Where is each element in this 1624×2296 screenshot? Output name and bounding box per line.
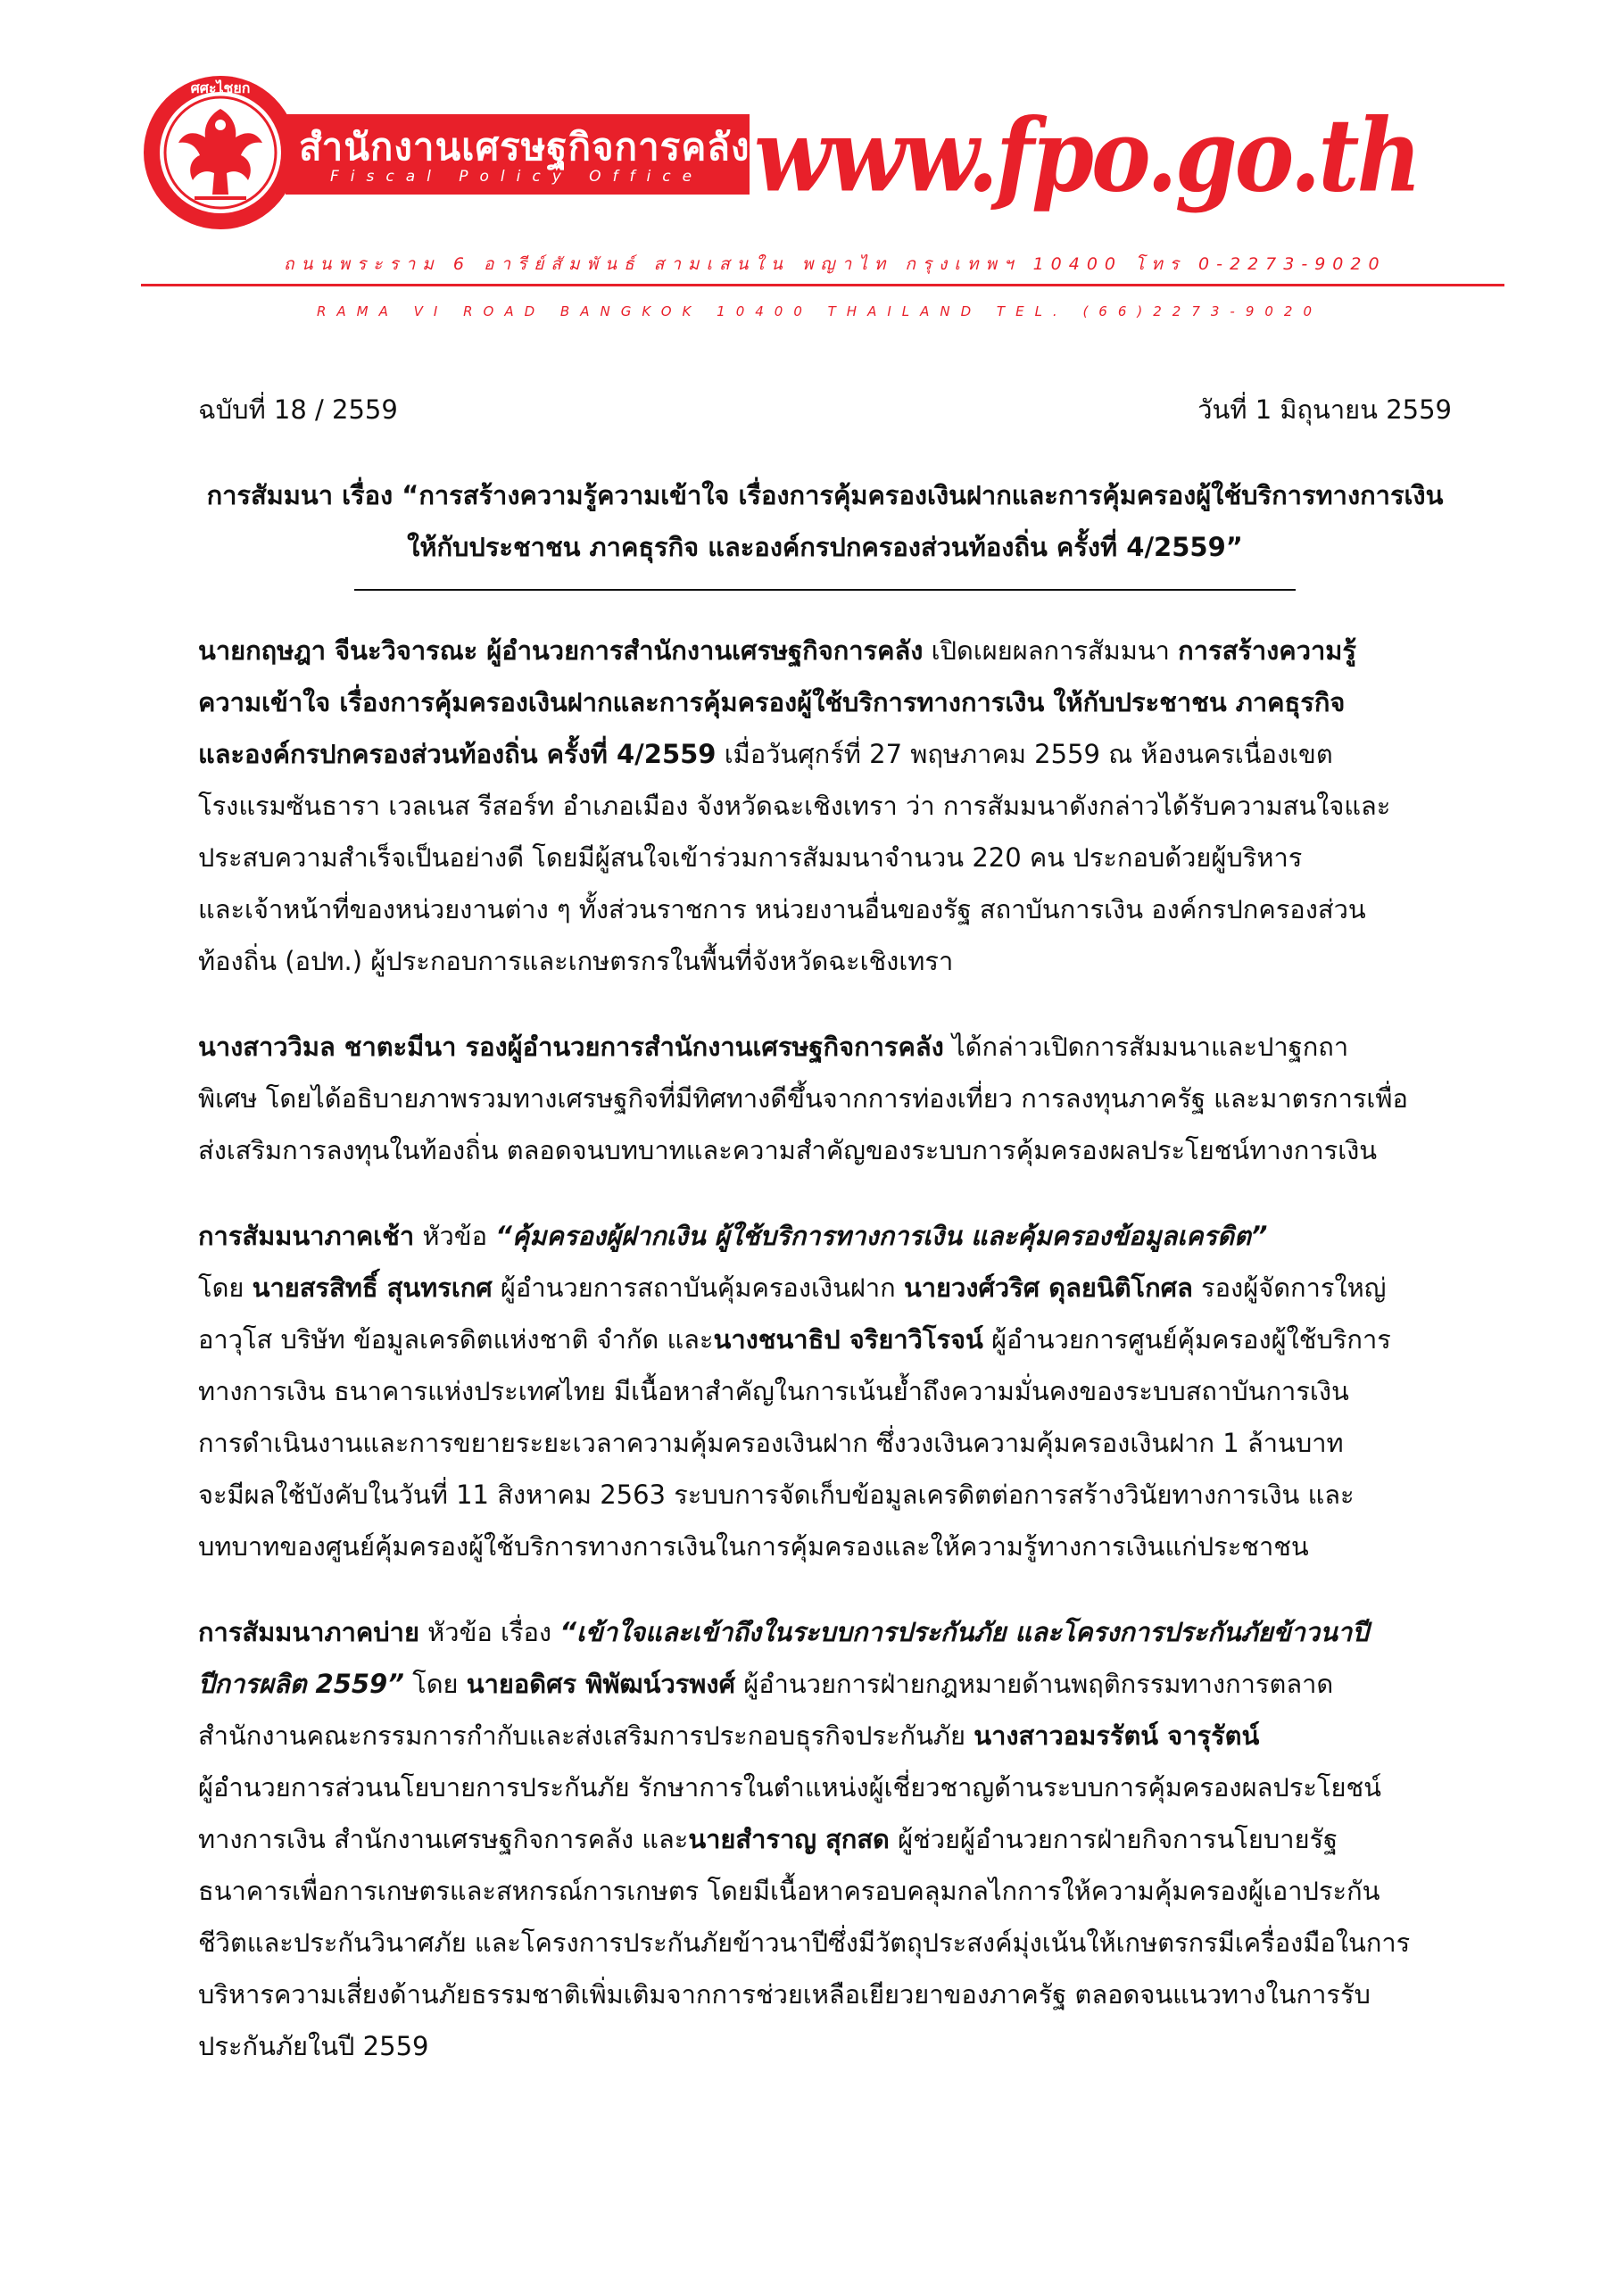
speaker-name: นางสาวอมรรัตน์ จารุรัตน์ [974, 1720, 1260, 1751]
speaker-name: นายกฤษฎา จีนะวิจารณะ ผู้อำนวยการสำนักงานเศรษฐกิจการคลัง [198, 635, 924, 666]
document-title [198, 469, 1452, 573]
text-line: การดำเนินงานและการขยายระยะเวลาความคุ้มครองเงินฝาก ซึ่งวงเงินความคุ้มครองเงินฝาก 1 ล้านบาท [198, 1428, 1344, 1458]
text-line: ผู้อำนวยการส่วนนโยบายการประกันภัย รักษาการในตำแหน่งผู้เชี่ยวชาญด้านระบบการคุ้มครองผลประโยชน์ [198, 1772, 1381, 1803]
text-line: และเจ้าหน้าที่ของหน่วยงานต่าง ๆ ทั้งส่วนราชการ หน่วยงานอื่นของรัฐ สถาบันการเงิน องค์กรปกครองส่วน [198, 894, 1366, 924]
seminar-name: การสร้างความรู้ [1178, 635, 1356, 666]
title-line-2: ให้กับประชาชน ภาคธุรกิจ และองค์กรปกครองส่วนท้องถิ่น ครั้งที่ 4/2559” [407, 532, 1243, 562]
text: รองผู้จัดการใหญ่ [1192, 1272, 1387, 1303]
title-underline [354, 589, 1296, 591]
text: เมื่อวันศุกร์ที่ 27 พฤษภาคม 2559 ณ ห้องนครเนื่องเขต [716, 739, 1333, 769]
org-name-thai: สำนักงานเศรษฐกิจการคลัง [299, 125, 750, 169]
release-date: วันที่ 1 มิถุนายน 2559 [1197, 394, 1452, 425]
speaker-name: นายวงศ์วริศ ดุลยนิติโกศล [903, 1272, 1193, 1303]
text-line: พิเศษ โดยได้อธิบายภาพรวมทางเศรษฐกิจที่มีทิศทางดีขึ้นจากการท่องเที่ยว การลงทุนภาครัฐ และมาตรการเพื่อ [198, 1083, 1408, 1114]
text: ได้กล่าวเปิดการสัมมนาและปาฐกถา [943, 1032, 1349, 1062]
header-divider [141, 284, 1504, 286]
speaker-name: นายสรสิทธิ์ สุนทรเกศ [252, 1272, 493, 1303]
session-label: การสัมมนาภาคบ่าย [198, 1617, 419, 1647]
speaker-name: นายอดิศร พิพัฒน์วรพงศ์ [466, 1669, 735, 1699]
org-name-english: Fiscal Policy Office [330, 168, 704, 186]
garuda-seal-logo [141, 73, 300, 232]
text: โดย [198, 1272, 253, 1303]
speaker-name: นายสำราญ สุกสด [688, 1824, 890, 1854]
text: หัวข้อ [414, 1221, 496, 1251]
press-release-body [198, 384, 1452, 2106]
seal-text: ศศะไชยก [190, 79, 251, 96]
text-line: บริหารความเสี่ยงด้านภัยธรรมชาติเพิ่มเติมจากการช่วยเหลือเยียวยาของภาครัฐ ตลอดจนแนวทางในการรับ [198, 1979, 1371, 2010]
speaker-name: นางชนาธิป จริยาวิโรจน์ [713, 1324, 983, 1355]
text: เปิดเผยผลการสัมมนา [923, 635, 1179, 666]
session-topic: “คุ้มครองผู้ฝากเงิน ผู้ใช้บริการทางการเงิน และคุ้มครองข้อมูลเครดิต” [495, 1221, 1268, 1251]
session-topic: ปีการผลิต 2559” [198, 1669, 404, 1699]
title-line-1: การสัมมนา เรื่อง “การสร้างความรู้ความเข้าใจ เรื่องการคุ้มครองเงินฝากและการคุ้มครองผู้ใช้บริการทางการเงิน [206, 480, 1444, 510]
address-thai: ถนนพระราม 6 อารีย์สัมพันธ์ สามเสนใน พญาไท กรุงเทพฯ 10400 โทร 0-2273-9020 [284, 254, 1387, 274]
issue-number: ฉบับที่ 18 / 2559 [198, 394, 398, 425]
text-line: ประสบความสำเร็จเป็นอย่างดี โดยมีผู้สนใจเข้าร่วมการสัมมนาจำนวน 220 คน ประกอบด้วยผู้บริหาร [198, 842, 1303, 873]
text-line: จะมีผลใช้บังคับในวันที่ 11 สิงหาคม 2563 ระบบการจัดเก็บข้อมูลเครดิตต่อการสร้างวินัยทางการเงิน และ [198, 1480, 1355, 1510]
speaker-name: นางสาววิมล ชาตะมีนา รองผู้อำนวยการสำนักงานเศรษฐกิจการคลัง [198, 1032, 944, 1062]
seminar-name: ความเข้าใจ เรื่องการคุ้มครองเงินฝากและการคุ้มครองผู้ใช้บริการทางการเงิน ให้กับประชาชน ภาคธุรกิจ [198, 687, 1346, 717]
website-url[interactable]: www.fpo.go.th [754, 96, 1420, 215]
address-english: RAMA VI ROAD BANGKOK 10400 THAILAND TEL. (66)2273-9020 [317, 303, 1323, 319]
text: หัวข้อ เรื่อง [418, 1617, 560, 1647]
text: สำนักงานคณะกรรมการกำกับและส่งเสริมการประกอบธุรกิจประกันภัย [198, 1720, 974, 1751]
text: อาวุโส บริษัท ข้อมูลเครดิตแห่งชาติ จำกัด และ [198, 1324, 714, 1355]
paragraph-1 [198, 625, 1452, 987]
text-line: ส่งเสริมการลงทุนในท้องถิ่น ตลอดจนบทบาทและความสำคัญของระบบการคุ้มครองผลประโยชน์ทางการเงิน [198, 1135, 1378, 1165]
text-line: โรงแรมซันธารา เวลเนส รีสอร์ท อำเภอเมือง จังหวัดฉะเชิงเทรา ว่า การสัมมนาดังกล่าวได้รับความสนใจและ [198, 791, 1391, 821]
text-line: ธนาคารเพื่อการเกษตรและสหกรณ์การเกษตร โดยมีเนื้อหาครอบคลุมกลไกการให้ความคุ้มครองผู้เอาประกัน [198, 1876, 1380, 1906]
text-line: ชีวิตและประกันวินาศภัย และโครงการประกันภัยข้าวนาปีซึ่งมีวัตถุประสงค์มุ่งเน้นให้เกษตรกรมีเครื่องมือในการ [198, 1927, 1411, 1958]
seminar-name: และองค์กรปกครองส่วนท้องถิ่น ครั้งที่ 4/2559 [198, 739, 717, 769]
text: ทางการเงิน สำนักงานเศรษฐกิจการคลัง และ [198, 1824, 689, 1854]
text: โดย [403, 1669, 467, 1699]
paragraph-3 [198, 1210, 1452, 1572]
meta-row [198, 384, 1452, 435]
text-line: ประกันภัยในปี 2559 [198, 2031, 429, 2061]
letterhead [0, 0, 1624, 339]
paragraph-2 [198, 1021, 1452, 1176]
text: ผู้อำนวยการสถาบันคุ้มครองเงินฝาก [492, 1272, 904, 1303]
text-line: ทางการเงิน ธนาคารแห่งประเทศไทย มีเนื้อหาสำคัญในการเน้นย้ำถึงความมั่นคงของระบบสถาบันการเงิน [198, 1376, 1349, 1406]
session-topic: “เข้าใจและเข้าถึงในระบบการประกันภัย และโครงการประกันภัยข้าวนาปี [559, 1617, 1369, 1647]
paragraph-4 [198, 1606, 1452, 2072]
text: ผู้ช่วยผู้อำนวยการฝ่ายกิจการนโยบายรัฐ [889, 1824, 1338, 1854]
text-line: บทบาทของศูนย์คุ้มครองผู้ใช้บริการทางการเงินในการคุ้มครองและให้ความรู้ทางการเงินแก่ประชาชน [198, 1531, 1309, 1562]
text: ผู้อำนวยการฝ่ายกฎหมายด้านพฤติกรรมทางการตลาด [735, 1669, 1334, 1699]
session-label: การสัมมนาภาคเช้า [198, 1221, 415, 1251]
text-line: ท้องถิ่น (อปท.) ผู้ประกอบการและเกษตรกรในพื้นที่จังหวัดฉะเชิงเทรา [198, 946, 954, 976]
text: ผู้อำนวยการศูนย์คุ้มครองผู้ใช้บริการ [982, 1324, 1391, 1355]
